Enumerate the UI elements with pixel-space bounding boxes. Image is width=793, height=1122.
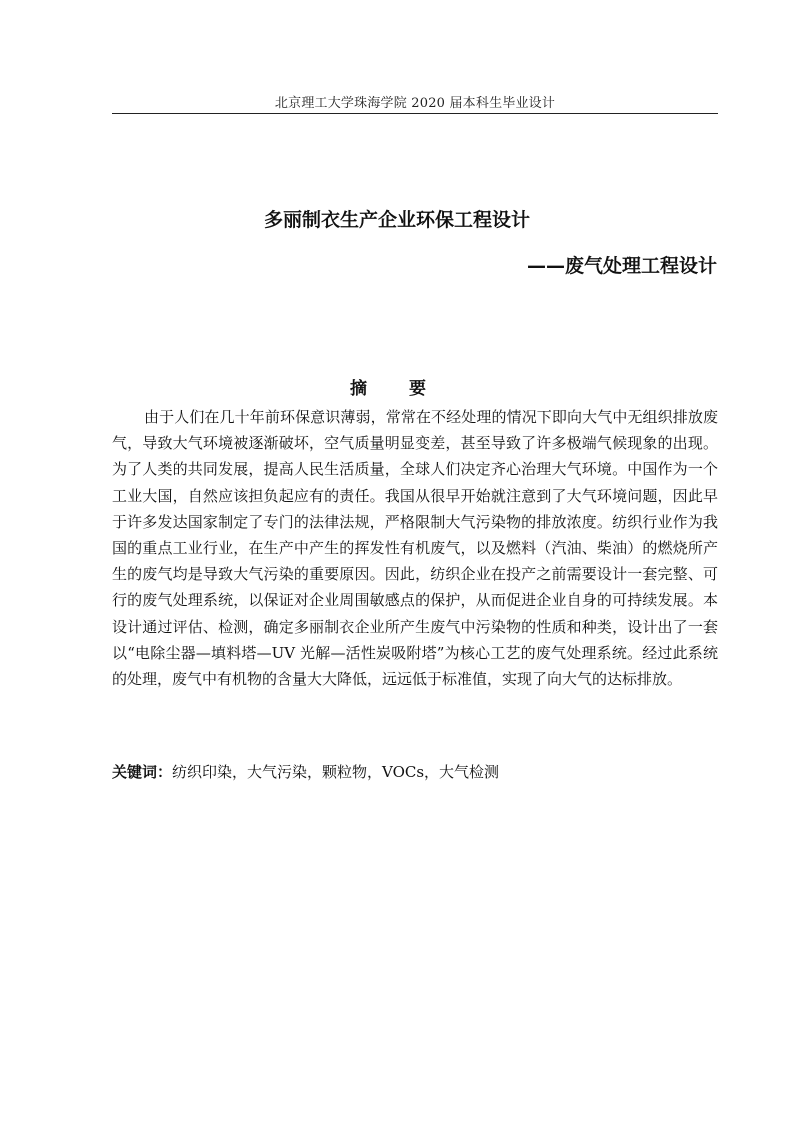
thesis-title: 多丽制衣生产企业环保工程设计 bbox=[263, 209, 530, 231]
header-rule bbox=[112, 113, 718, 114]
thesis-subtitle: ——废气处理工程设计 bbox=[526, 255, 717, 277]
keywords-label: 关键词： bbox=[112, 763, 173, 781]
keywords-value: 纺织印染，大气污染，颗粒物，VOCs，大气检测 bbox=[172, 763, 500, 781]
keywords-line bbox=[112, 761, 718, 783]
abstract-body: 由于人们在几十年前环保意识薄弱，常常在不经处理的情况下即向大气中无组织排放废气，导致大气环境被逐渐破坏，空气质量明显变差，甚至导致了许多极端气候现象的出现。为了人类的共同发展，提高人民生活质量，全球人们决定齐心治理大气环境。中国作为一个工业大国，自然应该担负起应有的责任。我国从很早开始就注意到了大气环境问题，因此早于许多发达国家制定了专门的法律法规，严格限制大气污染物的排放浓度。纺织行业作为我国的重点工业行业，在生产中产生的挥发性有机废气，以及燃料（汽油、柴油）的燃烧所产生的废气均是导致大气污染的重要原因。因此，纺织企业在投产之前需要设计一套完整、可行的废气处理系统，以保证对企业周围敏感点的保护，从而促进企业自身的可持续发展。本设计通过评估、检测，确定多丽制衣企业所产生废气中污染物的性质和种类，设计出了一套以“电除尘器—填料塔—UV 光解—活性炭吸附塔”为核心工艺的废气处理系统。经过此系统的处理，废气中有机物的含量大大降低，远远低于标准值，实现了向大气的达标排放。 bbox=[112, 408, 718, 689]
abstract-heading: 摘 要 bbox=[350, 379, 444, 399]
running-header: 北京理工大学珠海学院 2020 届本科生毕业设计 bbox=[274, 96, 556, 111]
